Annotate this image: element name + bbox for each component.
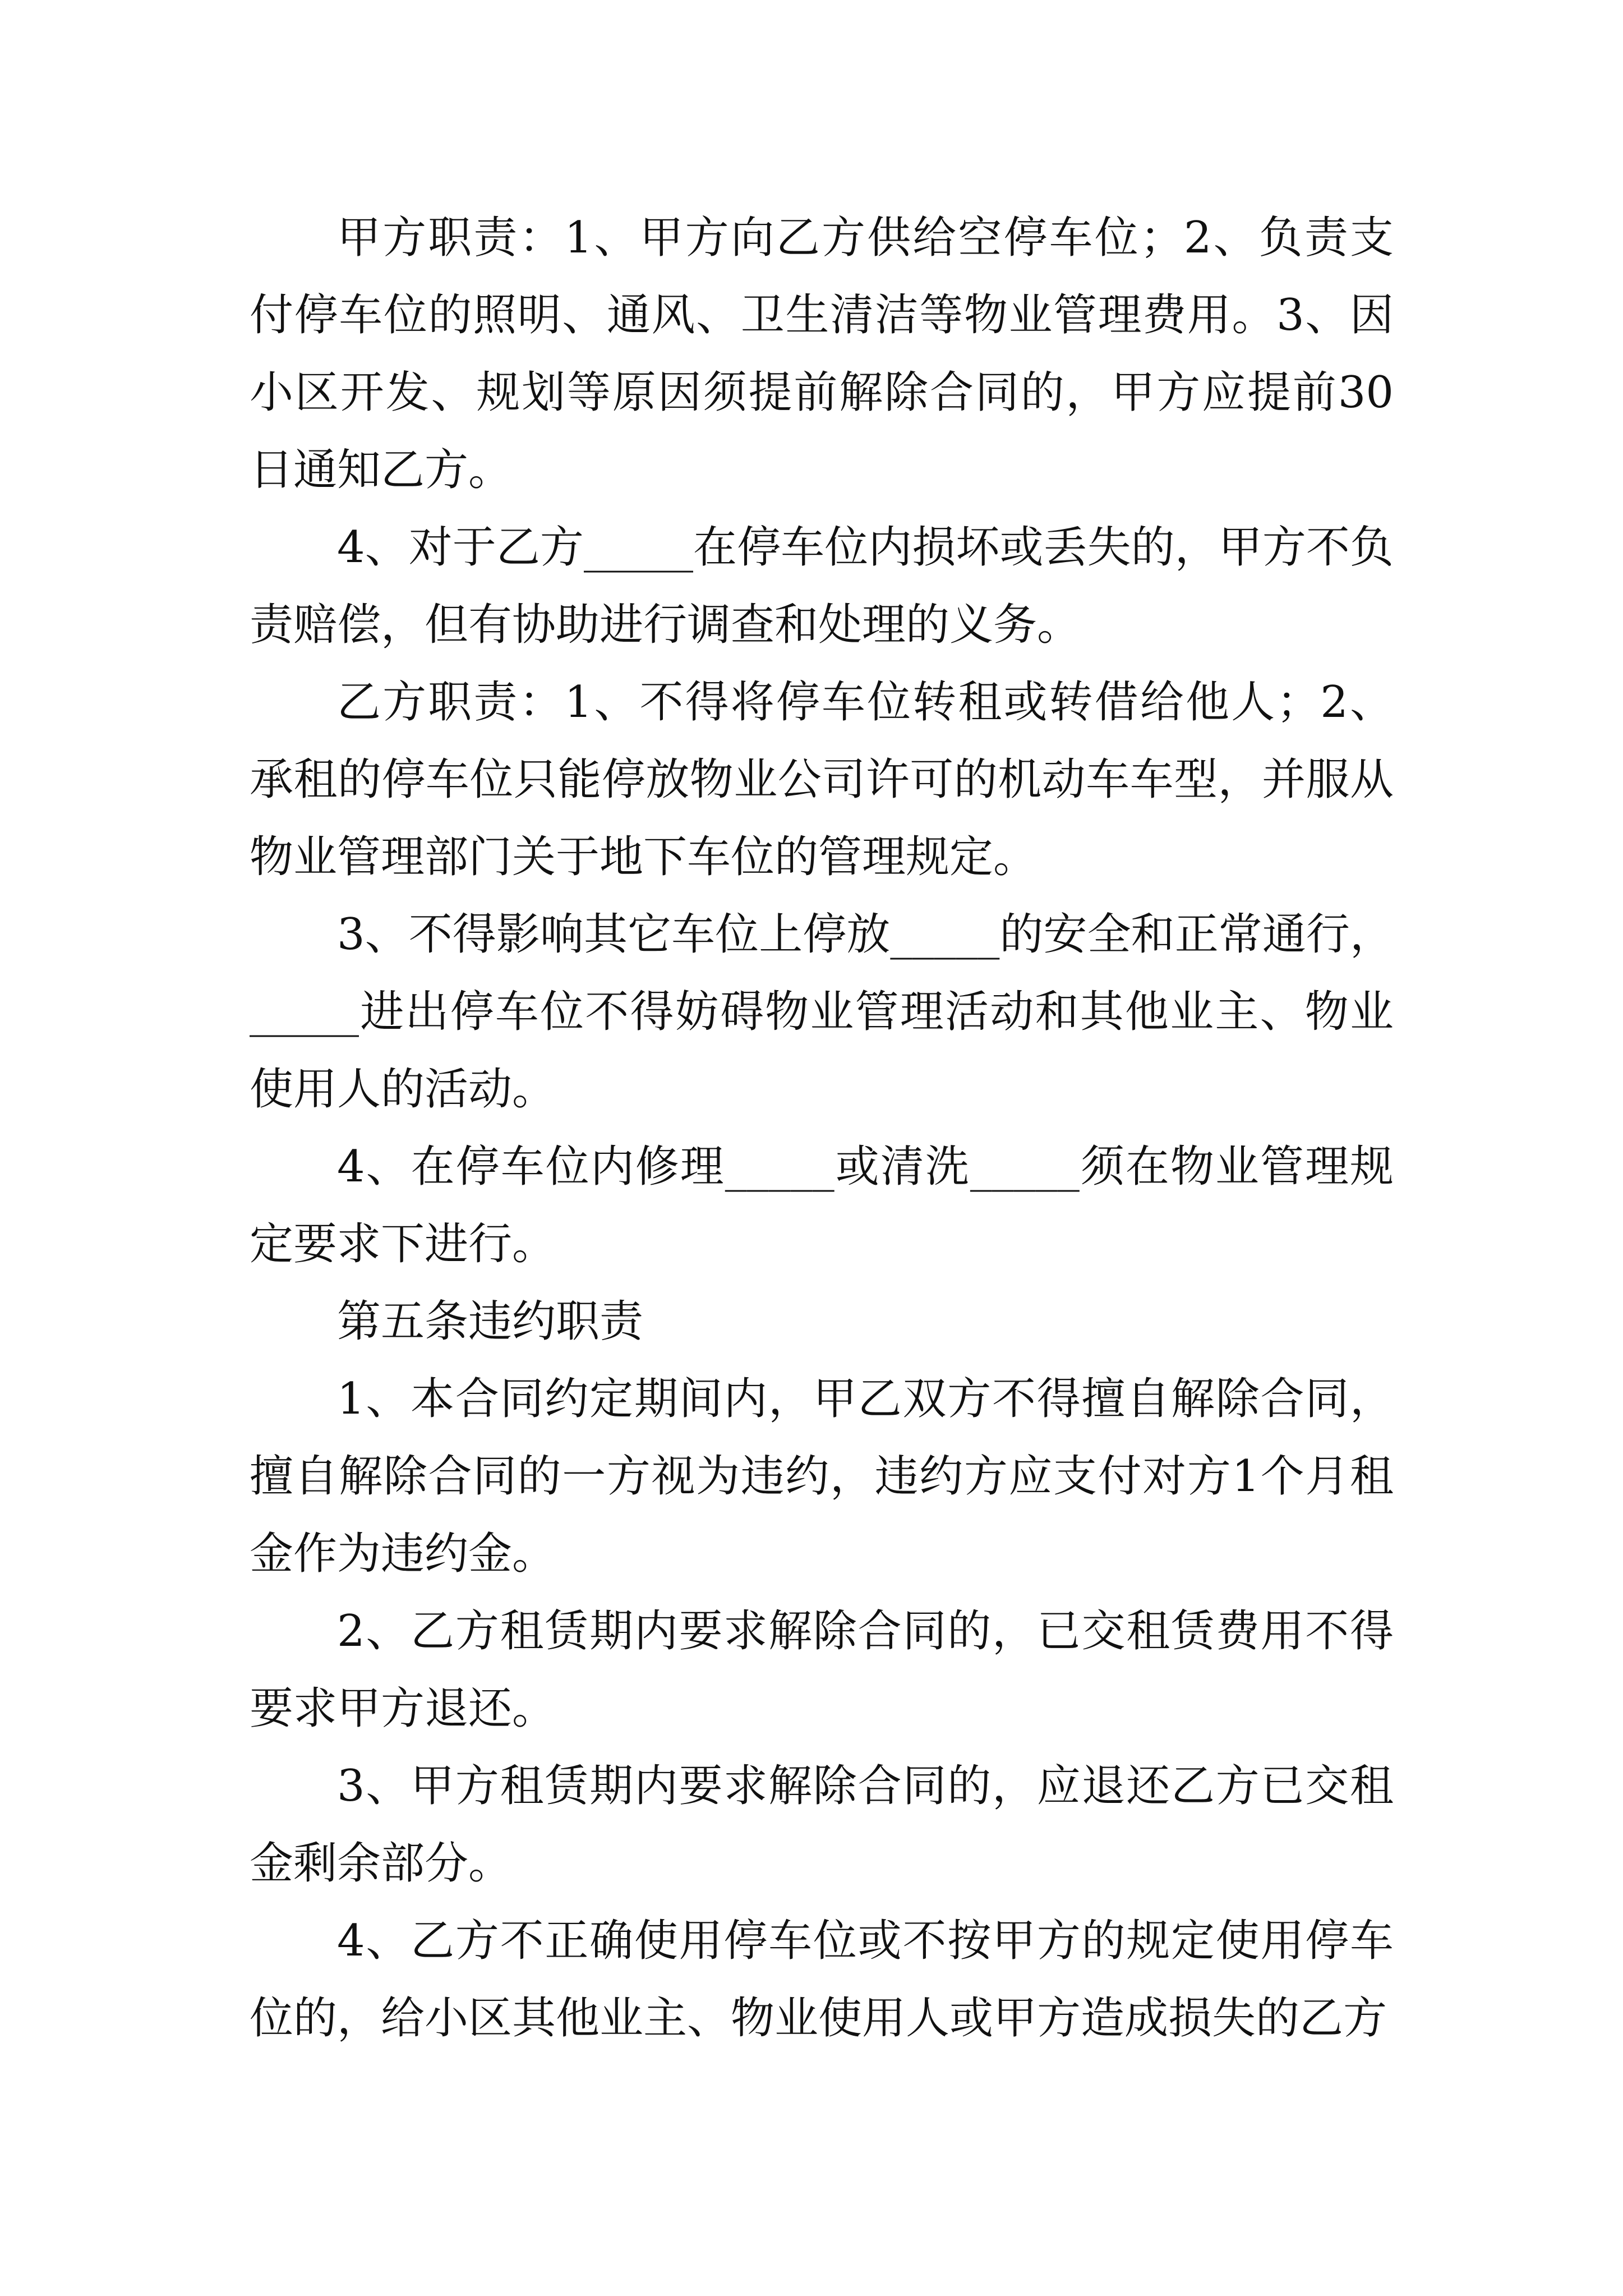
party-b-duty-3-paragraph: 3、不得影响其它车位上停放_____的安全和正常通行，_____进出停车位不得妨碍物业管理活动和其他业主、物业使用人的活动。 [250, 909, 1394, 1115]
breach-clause-1-paragraph: 1、本合同约定期间内，甲乙双方不得擅自解除合同，擅自解除合同的一方视为违约，违约方应支付对方1个月租金作为违约金。 [250, 1374, 1394, 1579]
party-b-duty-4-paragraph: 4、在停车位内修理_____或清洗_____须在物业管理规定要求下进行。 [250, 1142, 1394, 1269]
party-a-duty-4-paragraph: 4、对于乙方_____在停车位内损坏或丢失的，甲方不负责赔偿，但有协助进行调查和处理的义务。 [250, 522, 1394, 650]
article-5-heading: 第五条违约职责 [337, 1296, 644, 1347]
breach-clause-4-paragraph: 4、乙方不正确使用停车位或不按甲方的规定使用停车位的，给小区其他业主、物业使用人或甲方造成损失的乙方 [250, 1916, 1394, 2044]
party-b-duties-paragraph: 乙方职责：1、不得将停车位转租或转借给他人；2、承租的停车位只能停放物业公司许可的机动车车型，并服从物业管理部门关于地下车位的管理规定。 [250, 677, 1394, 882]
document-page [250, 199, 1394, 2057]
breach-clause-2-paragraph: 2、乙方租赁期内要求解除合同的，已交租赁费用不得要求甲方退还。 [250, 1606, 1394, 1734]
party-a-duties-paragraph: 甲方职责：1、甲方向乙方供给空停车位；2、负责支付停车位的照明、通风、卫生清洁等物业管理费用。3、因小区开发、规划等原因须提前解除合同的，甲方应提前30日通知乙方。 [250, 213, 1394, 495]
breach-clause-3-paragraph: 3、甲方租赁期内要求解除合同的，应退还乙方已交租金剩余部分。 [250, 1761, 1394, 1889]
